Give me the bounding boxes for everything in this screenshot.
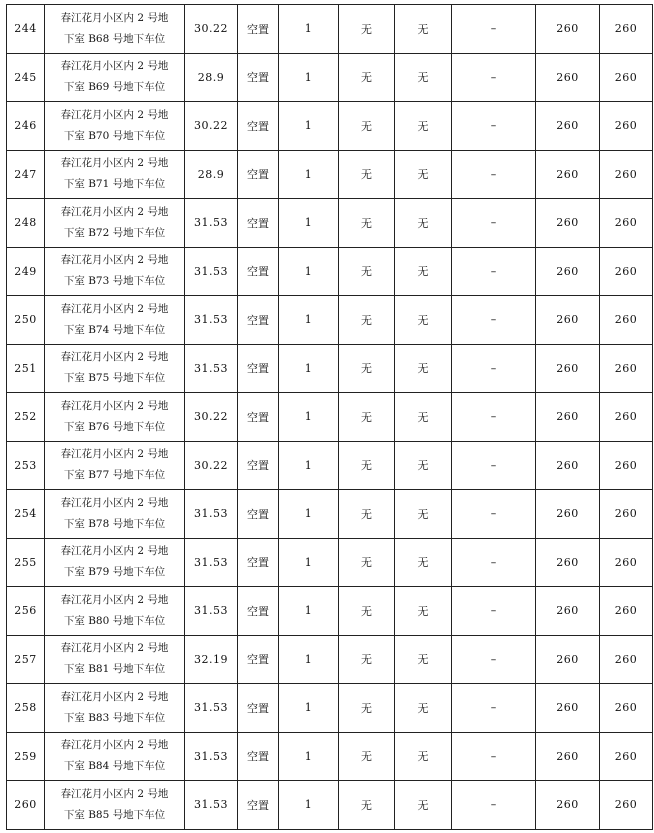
remarks-cell: – bbox=[452, 684, 536, 733]
location-line-2: 下室 B74 号地下车位 bbox=[63, 323, 166, 336]
price-total-cell: 260 bbox=[600, 247, 653, 296]
encumbrance-cell: 无 bbox=[339, 5, 395, 54]
quantity-cell: 1 bbox=[279, 587, 339, 636]
lease-cell: 无 bbox=[395, 441, 452, 490]
price-total-cell: 260 bbox=[600, 53, 653, 102]
location-cell bbox=[45, 53, 185, 102]
lease-cell: 无 bbox=[395, 102, 452, 151]
lease-cell: 无 bbox=[395, 490, 452, 539]
row-number-cell: 253 bbox=[7, 441, 45, 490]
area-cell: 31.53 bbox=[185, 684, 238, 733]
status-cell: 空置 bbox=[238, 247, 279, 296]
area-cell: 31.53 bbox=[185, 344, 238, 393]
location-cell bbox=[45, 635, 185, 684]
status-cell: 空置 bbox=[238, 393, 279, 442]
remarks-cell: – bbox=[452, 587, 536, 636]
price-total-cell: 260 bbox=[600, 393, 653, 442]
lease-cell: 无 bbox=[395, 5, 452, 54]
area-cell: 28.9 bbox=[185, 150, 238, 199]
row-number-cell: 246 bbox=[7, 102, 45, 151]
lease-cell: 无 bbox=[395, 781, 452, 830]
table-row bbox=[7, 490, 653, 539]
encumbrance-cell: 无 bbox=[339, 199, 395, 248]
table-row bbox=[7, 53, 653, 102]
area-cell: 30.22 bbox=[185, 441, 238, 490]
price-total-cell: 260 bbox=[600, 441, 653, 490]
row-number-cell: 248 bbox=[7, 199, 45, 248]
price-cell: 260 bbox=[536, 490, 600, 539]
row-number-cell: 245 bbox=[7, 53, 45, 102]
remarks-cell: – bbox=[452, 732, 536, 781]
area-cell: 31.53 bbox=[185, 199, 238, 248]
price-total-cell: 260 bbox=[600, 199, 653, 248]
location-line-2: 下室 B68 号地下车位 bbox=[63, 32, 166, 45]
location-line-1: 春江花月小区内 2 号地 bbox=[60, 254, 169, 267]
row-number-cell: 254 bbox=[7, 490, 45, 539]
table-row bbox=[7, 199, 653, 248]
location-line-1: 春江花月小区内 2 号地 bbox=[60, 60, 169, 73]
location-line-1: 春江花月小区内 2 号地 bbox=[60, 545, 169, 558]
area-cell: 31.53 bbox=[185, 781, 238, 830]
price-cell: 260 bbox=[536, 5, 600, 54]
encumbrance-cell: 无 bbox=[339, 441, 395, 490]
location-cell bbox=[45, 490, 185, 539]
row-number-cell: 244 bbox=[7, 5, 45, 54]
encumbrance-cell: 无 bbox=[339, 781, 395, 830]
lease-cell: 无 bbox=[395, 53, 452, 102]
remarks-cell: – bbox=[452, 150, 536, 199]
status-cell: 空置 bbox=[238, 781, 279, 830]
table-row bbox=[7, 5, 653, 54]
location-line-2: 下室 B77 号地下车位 bbox=[63, 469, 166, 482]
location-cell bbox=[45, 150, 185, 199]
status-cell: 空置 bbox=[238, 732, 279, 781]
row-number-cell: 258 bbox=[7, 684, 45, 733]
remarks-cell: – bbox=[452, 53, 536, 102]
price-total-cell: 260 bbox=[600, 781, 653, 830]
price-cell: 260 bbox=[536, 199, 600, 248]
location-cell bbox=[45, 393, 185, 442]
location-line-2: 下室 B73 号地下车位 bbox=[63, 275, 166, 288]
lease-cell: 无 bbox=[395, 150, 452, 199]
location-line-2: 下室 B69 号地下车位 bbox=[63, 81, 166, 94]
remarks-cell: – bbox=[452, 199, 536, 248]
quantity-cell: 1 bbox=[279, 150, 339, 199]
price-cell: 260 bbox=[536, 344, 600, 393]
row-number-cell: 252 bbox=[7, 393, 45, 442]
price-total-cell: 260 bbox=[600, 344, 653, 393]
price-cell: 260 bbox=[536, 635, 600, 684]
status-cell: 空置 bbox=[238, 538, 279, 587]
lease-cell: 无 bbox=[395, 732, 452, 781]
encumbrance-cell: 无 bbox=[339, 684, 395, 733]
status-cell: 空置 bbox=[238, 587, 279, 636]
quantity-cell: 1 bbox=[279, 102, 339, 151]
price-total-cell: 260 bbox=[600, 732, 653, 781]
table-row bbox=[7, 635, 653, 684]
status-cell: 空置 bbox=[238, 684, 279, 733]
price-cell: 260 bbox=[536, 732, 600, 781]
status-cell: 空置 bbox=[238, 441, 279, 490]
area-cell: 30.22 bbox=[185, 102, 238, 151]
lease-cell: 无 bbox=[395, 538, 452, 587]
quantity-cell: 1 bbox=[279, 393, 339, 442]
remarks-cell: – bbox=[452, 635, 536, 684]
area-cell: 31.53 bbox=[185, 538, 238, 587]
price-cell: 260 bbox=[536, 102, 600, 151]
remarks-cell: – bbox=[452, 393, 536, 442]
location-cell bbox=[45, 732, 185, 781]
location-line-2: 下室 B85 号地下车位 bbox=[63, 808, 166, 821]
encumbrance-cell: 无 bbox=[339, 150, 395, 199]
row-number-cell: 260 bbox=[7, 781, 45, 830]
table-row bbox=[7, 150, 653, 199]
price-total-cell: 260 bbox=[600, 150, 653, 199]
row-number-cell: 251 bbox=[7, 344, 45, 393]
remarks-cell: – bbox=[452, 296, 536, 345]
location-line-2: 下室 B83 号地下车位 bbox=[63, 711, 166, 724]
location-line-2: 下室 B76 号地下车位 bbox=[63, 420, 166, 433]
location-line-1: 春江花月小区内 2 号地 bbox=[60, 11, 169, 24]
location-cell bbox=[45, 684, 185, 733]
quantity-cell: 1 bbox=[279, 441, 339, 490]
location-line-1: 春江花月小区内 2 号地 bbox=[60, 496, 169, 509]
quantity-cell: 1 bbox=[279, 732, 339, 781]
price-cell: 260 bbox=[536, 781, 600, 830]
location-cell bbox=[45, 296, 185, 345]
location-line-2: 下室 B71 号地下车位 bbox=[63, 178, 166, 191]
price-total-cell: 260 bbox=[600, 5, 653, 54]
area-cell: 31.53 bbox=[185, 296, 238, 345]
quantity-cell: 1 bbox=[279, 490, 339, 539]
table-row bbox=[7, 344, 653, 393]
quantity-cell: 1 bbox=[279, 53, 339, 102]
price-total-cell: 260 bbox=[600, 684, 653, 733]
lease-cell: 无 bbox=[395, 635, 452, 684]
area-cell: 32.19 bbox=[185, 635, 238, 684]
price-total-cell: 260 bbox=[600, 538, 653, 587]
encumbrance-cell: 无 bbox=[339, 53, 395, 102]
lease-cell: 无 bbox=[395, 684, 452, 733]
encumbrance-cell: 无 bbox=[339, 247, 395, 296]
price-total-cell: 260 bbox=[600, 635, 653, 684]
location-cell bbox=[45, 781, 185, 830]
encumbrance-cell: 无 bbox=[339, 732, 395, 781]
status-cell: 空置 bbox=[238, 199, 279, 248]
quantity-cell: 1 bbox=[279, 684, 339, 733]
lease-cell: 无 bbox=[395, 587, 452, 636]
location-line-2: 下室 B78 号地下车位 bbox=[63, 517, 166, 530]
price-cell: 260 bbox=[536, 684, 600, 733]
location-line-2: 下室 B70 号地下车位 bbox=[63, 129, 166, 142]
lease-cell: 无 bbox=[395, 247, 452, 296]
location-line-2: 下室 B81 号地下车位 bbox=[63, 663, 166, 676]
lease-cell: 无 bbox=[395, 199, 452, 248]
status-cell: 空置 bbox=[238, 635, 279, 684]
quantity-cell: 1 bbox=[279, 344, 339, 393]
price-cell: 260 bbox=[536, 441, 600, 490]
price-cell: 260 bbox=[536, 247, 600, 296]
remarks-cell: – bbox=[452, 441, 536, 490]
location-line-1: 春江花月小区内 2 号地 bbox=[60, 302, 169, 315]
encumbrance-cell: 无 bbox=[339, 490, 395, 539]
location-cell bbox=[45, 102, 185, 151]
remarks-cell: – bbox=[452, 102, 536, 151]
encumbrance-cell: 无 bbox=[339, 635, 395, 684]
encumbrance-cell: 无 bbox=[339, 538, 395, 587]
location-line-1: 春江花月小区内 2 号地 bbox=[60, 787, 169, 800]
price-cell: 260 bbox=[536, 587, 600, 636]
location-line-2: 下室 B72 号地下车位 bbox=[63, 226, 166, 239]
price-cell: 260 bbox=[536, 393, 600, 442]
location-line-1: 春江花月小区内 2 号地 bbox=[60, 690, 169, 703]
table-row bbox=[7, 732, 653, 781]
location-cell bbox=[45, 441, 185, 490]
table-row bbox=[7, 102, 653, 151]
location-cell bbox=[45, 5, 185, 54]
status-cell: 空置 bbox=[238, 150, 279, 199]
row-number-cell: 255 bbox=[7, 538, 45, 587]
table-row bbox=[7, 538, 653, 587]
encumbrance-cell: 无 bbox=[339, 296, 395, 345]
table-row bbox=[7, 587, 653, 636]
table-row bbox=[7, 441, 653, 490]
status-cell: 空置 bbox=[238, 490, 279, 539]
price-total-cell: 260 bbox=[600, 587, 653, 636]
row-number-cell: 250 bbox=[7, 296, 45, 345]
location-line-1: 春江花月小区内 2 号地 bbox=[60, 205, 169, 218]
location-line-1: 春江花月小区内 2 号地 bbox=[60, 157, 169, 170]
row-number-cell: 247 bbox=[7, 150, 45, 199]
location-cell bbox=[45, 199, 185, 248]
remarks-cell: – bbox=[452, 781, 536, 830]
price-cell: 260 bbox=[536, 150, 600, 199]
row-number-cell: 249 bbox=[7, 247, 45, 296]
status-cell: 空置 bbox=[238, 5, 279, 54]
quantity-cell: 1 bbox=[279, 5, 339, 54]
status-cell: 空置 bbox=[238, 296, 279, 345]
remarks-cell: – bbox=[452, 344, 536, 393]
area-cell: 28.9 bbox=[185, 53, 238, 102]
table-body bbox=[7, 5, 653, 830]
row-number-cell: 259 bbox=[7, 732, 45, 781]
parking-space-table bbox=[6, 4, 653, 830]
remarks-cell: – bbox=[452, 5, 536, 54]
location-line-1: 春江花月小区内 2 号地 bbox=[60, 351, 169, 364]
price-total-cell: 260 bbox=[600, 490, 653, 539]
status-cell: 空置 bbox=[238, 344, 279, 393]
remarks-cell: – bbox=[452, 247, 536, 296]
table-row bbox=[7, 296, 653, 345]
location-cell bbox=[45, 538, 185, 587]
row-number-cell: 257 bbox=[7, 635, 45, 684]
location-line-1: 春江花月小区内 2 号地 bbox=[60, 593, 169, 606]
table-row bbox=[7, 684, 653, 733]
price-cell: 260 bbox=[536, 538, 600, 587]
location-line-1: 春江花月小区内 2 号地 bbox=[60, 108, 169, 121]
location-line-2: 下室 B75 号地下车位 bbox=[63, 372, 166, 385]
price-total-cell: 260 bbox=[600, 102, 653, 151]
remarks-cell: – bbox=[452, 490, 536, 539]
table-row bbox=[7, 393, 653, 442]
quantity-cell: 1 bbox=[279, 199, 339, 248]
area-cell: 30.22 bbox=[185, 5, 238, 54]
location-line-1: 春江花月小区内 2 号地 bbox=[60, 448, 169, 461]
area-cell: 31.53 bbox=[185, 732, 238, 781]
lease-cell: 无 bbox=[395, 393, 452, 442]
quantity-cell: 1 bbox=[279, 247, 339, 296]
area-cell: 31.53 bbox=[185, 247, 238, 296]
location-line-1: 春江花月小区内 2 号地 bbox=[60, 399, 169, 412]
quantity-cell: 1 bbox=[279, 296, 339, 345]
price-cell: 260 bbox=[536, 296, 600, 345]
location-cell bbox=[45, 587, 185, 636]
location-line-1: 春江花月小区内 2 号地 bbox=[60, 739, 169, 752]
location-cell bbox=[45, 344, 185, 393]
encumbrance-cell: 无 bbox=[339, 344, 395, 393]
table-row bbox=[7, 247, 653, 296]
location-line-2: 下室 B79 号地下车位 bbox=[63, 566, 166, 579]
location-line-2: 下室 B84 号地下车位 bbox=[63, 760, 166, 773]
area-cell: 30.22 bbox=[185, 393, 238, 442]
quantity-cell: 1 bbox=[279, 635, 339, 684]
location-line-1: 春江花月小区内 2 号地 bbox=[60, 642, 169, 655]
area-cell: 31.53 bbox=[185, 587, 238, 636]
price-total-cell: 260 bbox=[600, 296, 653, 345]
price-cell: 260 bbox=[536, 53, 600, 102]
quantity-cell: 1 bbox=[279, 781, 339, 830]
status-cell: 空置 bbox=[238, 53, 279, 102]
encumbrance-cell: 无 bbox=[339, 587, 395, 636]
status-cell: 空置 bbox=[238, 102, 279, 151]
encumbrance-cell: 无 bbox=[339, 102, 395, 151]
row-number-cell: 256 bbox=[7, 587, 45, 636]
lease-cell: 无 bbox=[395, 344, 452, 393]
area-cell: 31.53 bbox=[185, 490, 238, 539]
lease-cell: 无 bbox=[395, 296, 452, 345]
location-line-2: 下室 B80 号地下车位 bbox=[63, 614, 166, 627]
quantity-cell: 1 bbox=[279, 538, 339, 587]
location-cell bbox=[45, 247, 185, 296]
table-row bbox=[7, 781, 653, 830]
remarks-cell: – bbox=[452, 538, 536, 587]
encumbrance-cell: 无 bbox=[339, 393, 395, 442]
